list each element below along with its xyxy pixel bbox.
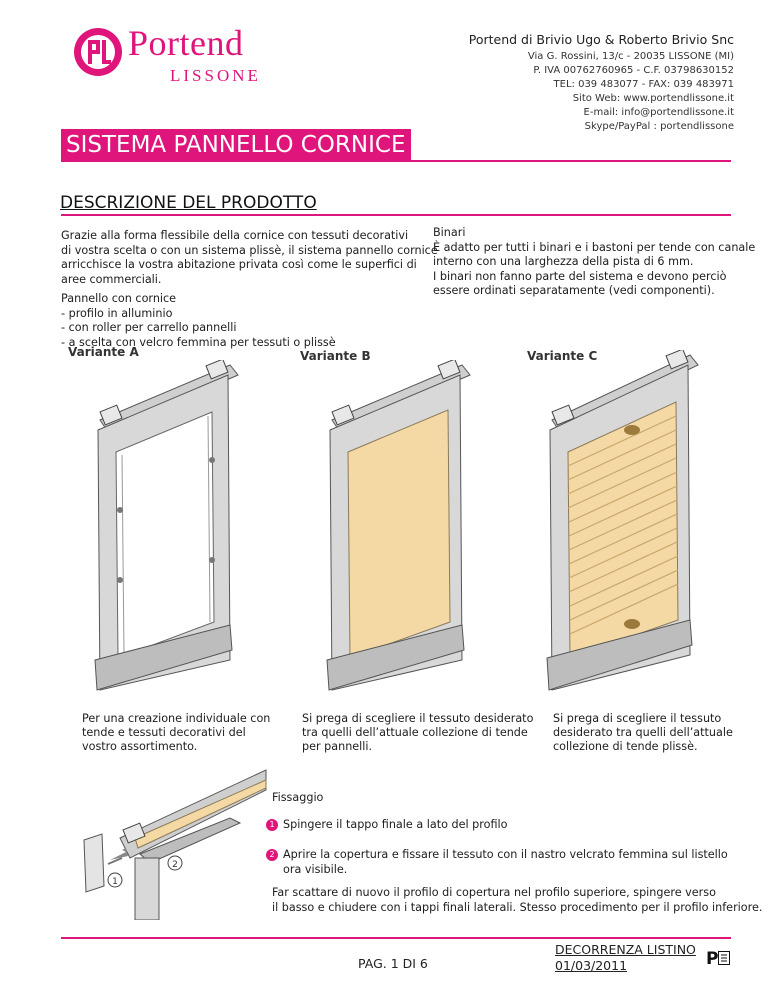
- company-name: Portend di Brivio Ugo & Roberto Brivio Snc: [468, 32, 734, 47]
- fissaggio-illustration: [80, 768, 268, 920]
- logo-name: Portend: [128, 23, 244, 63]
- caption-line: vostro assortimento.: [82, 740, 198, 753]
- company-info: [469, 32, 734, 134]
- final-line: il basso e chiudere con i tappi finali laterali. Stesso procedimento per il profilo inferiore.: [272, 900, 763, 914]
- step-2-text: ora visibile.: [283, 862, 348, 876]
- fissaggio-final: [272, 886, 762, 915]
- panel-line: Pannello con cornice: [61, 292, 177, 305]
- fissaggio-step-1: [266, 818, 507, 833]
- caption-line: Si prega di scegliere il tessuto: [553, 712, 722, 725]
- variant-a-caption: [82, 712, 270, 754]
- step-2-text: Aprire la copertura e fissare il tessuto con il nastro velcrato femmina sul listello: [283, 848, 728, 861]
- caption-line: tra quelli dell’attuale collezione di tende: [302, 726, 528, 739]
- figure-callout-2: [168, 856, 182, 870]
- intro-text: [61, 229, 438, 287]
- intro-line: di vostra scelta o con un sistema plissè, il sistema pannello cornice: [61, 243, 438, 257]
- page-title: SISTEMA PANNELLO CORNICE: [61, 129, 411, 162]
- caption-line: Per una creazione individuale con: [82, 712, 271, 725]
- company-address: Via G. Rossini, 13/c - 20035 LISSONE (MI): [527, 51, 734, 62]
- price-list-date: [555, 942, 696, 974]
- caption-line: per pannelli.: [302, 740, 373, 753]
- price-list-label: DECORRENZA LISTINO: [555, 942, 696, 957]
- caption-line: Si prega di scegliere il tessuto desiderato: [302, 712, 534, 725]
- company-email[interactable]: E-mail: info@portendlissone.it: [583, 107, 734, 118]
- company-phone: TEL: 039 483077 - FAX: 039 483971: [553, 79, 734, 90]
- caption-line: desiderato tra quelli dell’attuale: [553, 726, 733, 739]
- binari-line: Binari: [433, 226, 466, 239]
- variant-b-label: Variante B: [300, 349, 371, 363]
- intro-line: Grazie alla forma flessibile della cornice con tessuti decorativi: [61, 229, 409, 242]
- variant-c-label: Variante C: [527, 349, 598, 363]
- section-divider: [61, 214, 731, 216]
- binari-line: interno con una larghezza della pista di 6 mm.: [433, 255, 694, 268]
- company-website[interactable]: Sito Web: www.portendlissone.it: [572, 93, 734, 104]
- logo-subtitle: LISSONE: [170, 66, 261, 85]
- price-list-date-value: 01/03/2011: [555, 958, 628, 973]
- intro-line: aree commerciali.: [61, 272, 162, 286]
- caption-line: tende e tessuti decorativi del: [82, 726, 246, 739]
- variant-b-caption: [302, 712, 533, 754]
- title-divider: [61, 160, 731, 162]
- fissaggio-title: Fissaggio: [272, 791, 324, 804]
- figure-label-2: 2: [172, 860, 178, 870]
- footer-brand-letter: P: [706, 949, 719, 969]
- caption-line: collezione di tende plissè.: [553, 740, 698, 753]
- footer-brand-icon: [718, 951, 730, 965]
- step-1-text: Spingere il tappo finale a lato del profilo: [283, 818, 508, 831]
- binari-line: I binari non fanno parte del sistema e devono perciò: [433, 269, 727, 283]
- binari-line: È adatto per tutti i binari e i bastoni per tende con canale: [433, 240, 756, 254]
- intro-line: arricchisce la vostra abitazione privata così come le superfici di: [61, 258, 417, 271]
- figure-callout-1: [108, 873, 122, 887]
- portend-logo-icon: [72, 26, 124, 78]
- company-vat: P. IVA 00762760965 - C.F. 03798630152: [533, 65, 734, 76]
- variant-c-illustration: [532, 350, 712, 695]
- footer-brand: [706, 949, 730, 969]
- binari-text: [433, 226, 755, 299]
- panel-line: - a scelta con velcro femmina per tessuti o plissè: [61, 335, 336, 349]
- page-number: PAG. 1 DI 6: [358, 956, 428, 971]
- binari-line: essere ordinati separatamente (vedi componenti).: [433, 284, 715, 297]
- final-line: Far scattare di nuovo il profilo di copertura nel profilo superiore, spingere verso: [272, 886, 716, 899]
- step-2-number: 2: [266, 849, 278, 861]
- fissaggio-step-2: [266, 848, 728, 877]
- variant-c-caption: [553, 712, 733, 754]
- panel-features: [61, 292, 336, 350]
- section-title: DESCRIZIONE DEL PRODOTTO: [60, 193, 317, 213]
- variant-b-illustration: [312, 360, 482, 695]
- panel-line: - con roller per carrello pannelli: [61, 321, 237, 334]
- company-skype: Skype/PayPal : portendlissone: [584, 121, 734, 132]
- panel-line: - profilo in alluminio: [61, 306, 173, 320]
- footer-divider: [61, 937, 731, 939]
- variant-a-label: Variante A: [68, 345, 139, 359]
- step-1-number: 1: [266, 819, 278, 831]
- variant-a-illustration: [80, 360, 250, 695]
- figure-label-1: 1: [112, 877, 118, 887]
